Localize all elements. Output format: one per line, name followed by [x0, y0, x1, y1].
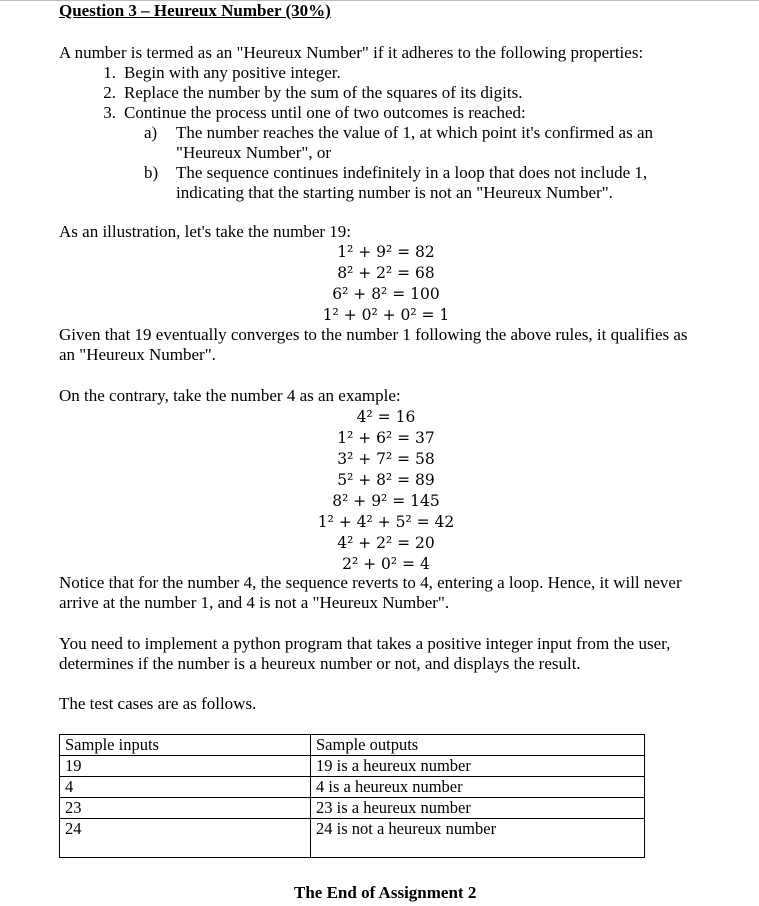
step-text: Begin with any positive integer.	[124, 63, 341, 82]
example2-intro: On the contrary, take the number 4 as an example:	[59, 386, 401, 405]
example2-conclusion-line2: arrive at the number 1, and 4 is not a "Heureux Number".	[59, 593, 450, 612]
sample-output-cell: 23 is a heureux number	[311, 798, 645, 819]
example1-conclusion-line2: an "Heureux Number".	[59, 345, 216, 364]
table-row	[60, 756, 645, 777]
sample-output-cell: 19 is a heureux number	[311, 756, 645, 777]
table-header-row	[60, 735, 645, 756]
outcome-b-label: b)	[144, 163, 159, 182]
example2-equation: 8² + 9² = 145	[332, 492, 440, 510]
header-sample-outputs: Sample outputs	[311, 735, 645, 756]
outcome-a-line2: "Heureux Number", or	[176, 143, 332, 162]
example2-equation: 1² + 4² + 5² = 42	[317, 513, 455, 531]
sample-output-cell: 24 is not a heureux number	[311, 819, 645, 858]
question-title: Question 3 – Heureux Number (30%)	[59, 1, 331, 20]
example1-equation: 6² + 8² = 100	[332, 285, 440, 303]
step-number: 2.	[103, 83, 116, 102]
table-row	[60, 798, 645, 819]
example2-equation: 3² + 7² = 58	[337, 450, 435, 468]
example2-equation: 4² + 2² = 20	[337, 534, 435, 552]
example2-equation: 1² + 6² = 37	[337, 429, 435, 447]
step-item	[94, 83, 522, 104]
outcome-b-line2: indicating that the starting number is not an "Heureux Number".	[176, 183, 613, 202]
outcome-a-label: a)	[144, 123, 158, 142]
step-text: Replace the number by the sum of the squares of its digits.	[124, 83, 523, 102]
example2-conclusion-line1: Notice that for the number 4, the sequence reverts to 4, entering a loop. Hence, it will never	[59, 573, 682, 592]
sample-input-cell: 4	[60, 777, 311, 798]
step-item	[94, 63, 341, 84]
table-row	[60, 819, 645, 858]
step-number: 1.	[103, 63, 116, 82]
step-text: Continue the process until one of two outcomes is reached:	[124, 103, 526, 122]
table-row	[60, 777, 645, 798]
example1-conclusion-line1: Given that 19 eventually converges to the number 1 following the above rules, it qualifies as	[59, 325, 688, 344]
sample-output-cell: 4 is a heureux number	[311, 777, 645, 798]
outcome-a-line1: The number reaches the value of 1, at which point it's confirmed as an	[176, 123, 654, 142]
example2-equation: 4² = 16	[356, 408, 416, 426]
header-sample-inputs: Sample inputs	[60, 735, 311, 756]
intro-paragraph: A number is termed as an "Heureux Number" if it adheres to the following properties:	[59, 43, 644, 62]
end-of-assignment: The End of Assignment 2	[294, 883, 477, 902]
example1-equation: 1² + 0² + 0² = 1	[322, 306, 450, 324]
task-line1: You need to implement a python program that takes a positive integer input from the user,	[59, 634, 671, 653]
outcome-b-line1: The sequence continues indefinitely in a loop that does not include 1,	[176, 163, 648, 182]
task-line2: determines if the number is a heureux number or not, and displays the result.	[59, 654, 581, 673]
example2-equation: 5² + 8² = 89	[337, 471, 435, 489]
sample-input-cell: 19	[60, 756, 311, 777]
sample-input-cell: 24	[60, 819, 311, 858]
step-number: 3.	[103, 103, 116, 122]
example1-equation: 8² + 2² = 68	[337, 264, 435, 282]
example2-equation: 2² + 0² = 4	[342, 555, 430, 573]
step-item	[94, 103, 526, 124]
sample-input-cell: 23	[60, 798, 311, 819]
sample-test-table	[59, 734, 645, 858]
example1-intro: As an illustration, let's take the number 19:	[59, 222, 352, 241]
example1-equation: 1² + 9² = 82	[337, 243, 435, 261]
test-cases-intro: The test cases are as follows.	[59, 694, 257, 713]
